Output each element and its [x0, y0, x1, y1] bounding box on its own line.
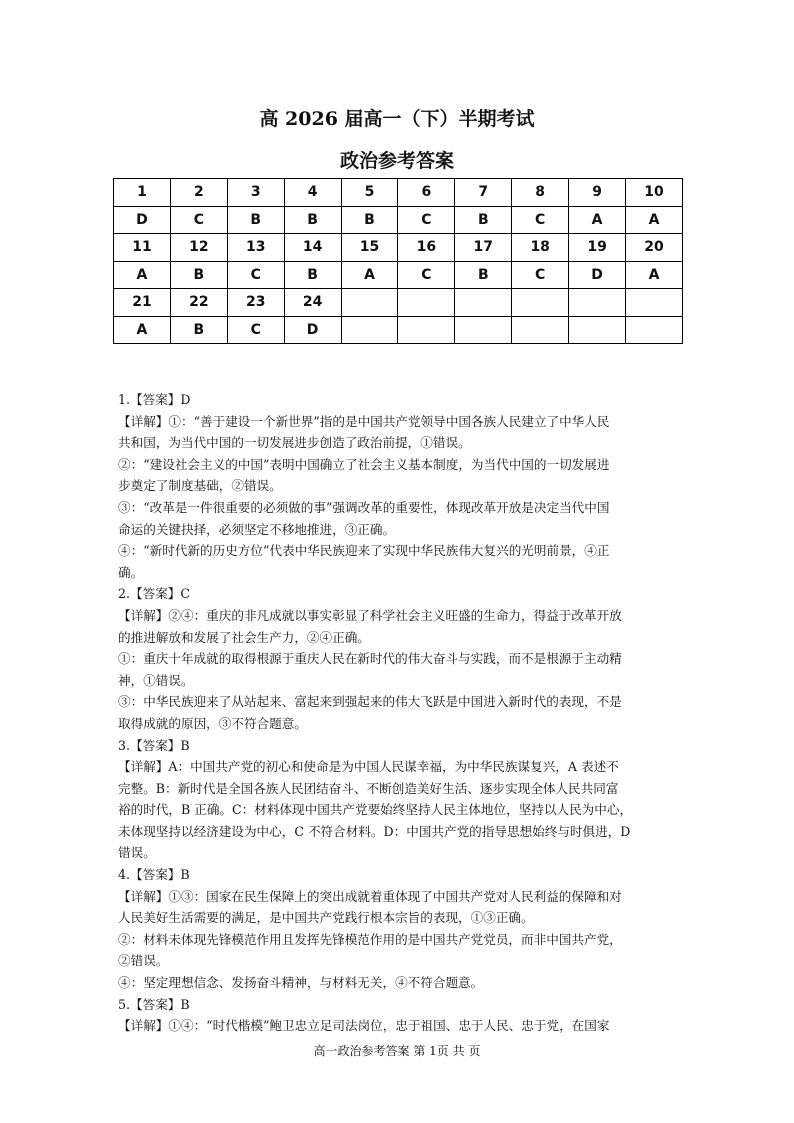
answer-table [113, 178, 683, 344]
question-number-cell: 20 [626, 234, 683, 262]
question-number-cell: 14 [284, 234, 341, 262]
text-line: 【详解】①③：国家在民生保障上的突出成就着重体现了中国共产党对人民利益的保障和对 [118, 888, 622, 904]
text-line: ④：坚定理想信念、发扬奋斗精神，与材料无关，④不符合题意。 [118, 975, 484, 991]
question-number-cell: 21 [114, 289, 171, 317]
table-row [114, 206, 683, 234]
question-number-cell [626, 289, 683, 317]
answer-cell: A [626, 261, 683, 289]
answer-cell [455, 316, 512, 344]
text-line: 5.【答案】B [118, 996, 190, 1012]
answer-cell: C [227, 261, 284, 289]
question-number-cell: 16 [398, 234, 455, 262]
exam-subtitle: 政治参考答案 [339, 150, 454, 172]
answer-cell: A [114, 316, 171, 344]
answer-cell: C [512, 206, 569, 234]
answer-cell: D [284, 316, 341, 344]
answer-cell: B [170, 316, 227, 344]
question-number-cell: 10 [626, 179, 683, 207]
answer-cell: A [569, 206, 626, 234]
question-number-cell [341, 289, 398, 317]
question-number-cell: 8 [512, 179, 569, 207]
answer-cell: B [170, 261, 227, 289]
question-number-cell: 22 [170, 289, 227, 317]
answer-cell: C [512, 261, 569, 289]
text-line: 神，①错误。 [118, 672, 194, 688]
table-row [114, 289, 683, 317]
question-number-cell: 17 [455, 234, 512, 262]
text-line: 4.【答案】B [118, 867, 190, 883]
question-number-cell: 18 [512, 234, 569, 262]
answer-cell: B [284, 261, 341, 289]
answer-cell: B [227, 206, 284, 234]
text-line: 错误。 [118, 845, 156, 861]
text-line: 步奠定了制度基础，②错误。 [118, 478, 282, 494]
text-line: 【详解】A：中国共产党的初心和使命是为中国人民谋幸福，为中华民族谋复兴，A 表述不 [118, 759, 619, 775]
text-line: 【详解】①：“善于建设一个新世界”指的是中国共产党领导中国各族人民建立了中华人民 [118, 413, 610, 429]
answer-cell: C [398, 261, 455, 289]
text-line: 未体现坚持以经济建设为中心，C 不符合材料。D：中国共产党的指导思想始终与时俱进，D [118, 823, 631, 839]
question-number-cell: 23 [227, 289, 284, 317]
answer-cell [569, 316, 626, 344]
question-number-cell: 24 [284, 289, 341, 317]
question-number-cell: 3 [227, 179, 284, 207]
answer-cell: B [341, 206, 398, 234]
text-line: 2.【答案】C [118, 586, 191, 602]
answer-cell: B [455, 206, 512, 234]
question-number-cell: 9 [569, 179, 626, 207]
question-number-cell [455, 289, 512, 317]
text-line: 裕的时代，B 正确。C：材料体现中国共产党要始终坚持人民主体地位，坚持以人民为中心， [118, 802, 633, 818]
answer-cell: D [114, 206, 171, 234]
answer-cell: D [569, 261, 626, 289]
answer-cell: B [455, 261, 512, 289]
text-line: 共和国，为当代中国的一切发展进步创造了政治前提，①错误。 [118, 435, 471, 451]
explanations [118, 389, 688, 1037]
question-number-cell: 2 [170, 179, 227, 207]
question-number-cell: 7 [455, 179, 512, 207]
question-number-cell [569, 289, 626, 317]
question-number-cell: 5 [341, 179, 398, 207]
text-line: 完整。B：新时代是全国各族人民团结奋斗、不断创造美好生活、逐步实现全体人民共同富 [118, 780, 619, 796]
answer-cell [341, 316, 398, 344]
text-line: ②：材料未体现先锋模范作用且发挥先锋模范作用的是中国共产党党员，而非中国共产党， [118, 931, 622, 947]
table-row [114, 234, 683, 262]
text-line: 【详解】①④：“时代楷模”鲍卫忠立足司法岗位，忠于祖国、忠于人民、忠于党，在国家 [118, 1018, 610, 1034]
text-line: ④：“新时代新的历史方位”代表中华民族迎来了实现中华民族伟大复兴的光明前景，④正 [118, 543, 610, 559]
answer-cell: A [341, 261, 398, 289]
text-line: ②错误。 [118, 953, 169, 969]
question-number-cell: 11 [114, 234, 171, 262]
table-row [114, 261, 683, 289]
text-line: ③：“改革是一件很重要的必须做的事”强调改革的重要性，体现改革开放是决定当代中国 [118, 499, 610, 515]
question-number-cell [398, 289, 455, 317]
question-number-cell: 19 [569, 234, 626, 262]
question-number-cell: 15 [341, 234, 398, 262]
question-number-cell: 13 [227, 234, 284, 262]
answer-cell: A [626, 206, 683, 234]
text-line: 的推进解放和发展了社会生产力，②④正确。 [118, 629, 370, 645]
text-line: ③：中华民族迎来了从站起来、富起来到强起来的伟大飞跃是中国进入新时代的表现，不是 [118, 694, 622, 710]
answer-cell [398, 316, 455, 344]
question-number-cell: 12 [170, 234, 227, 262]
text-line: 1.【答案】D [118, 392, 191, 407]
question-number-cell: 4 [284, 179, 341, 207]
answer-cell: C [227, 316, 284, 344]
answer-cell: B [284, 206, 341, 234]
text-line: 确。 [118, 564, 144, 580]
answer-cell: A [114, 261, 171, 289]
text-line: 命运的关键抉择，必须坚定不移地推进，③正确。 [118, 521, 396, 537]
text-line: ①：重庆十年成就的取得根源于重庆人民在新时代的伟大奋斗与实践，而不是根源于主动精 [118, 651, 622, 667]
text-line: 【详解】②④：重庆的非凡成就以事实彰显了科学社会主义旺盛的生命力，得益于改革开放 [118, 607, 622, 623]
answer-cell: C [398, 206, 455, 234]
exam-title: 高 2026 届高一（下）半期考试 [259, 108, 535, 130]
question-number-cell [512, 289, 569, 317]
table-row [114, 179, 683, 207]
text-line: 取得成就的原因，③不符合题意。 [118, 715, 307, 731]
page-footer: 高一政治参考答案 第 1页 共 页 [313, 1044, 481, 1058]
answer-cell [512, 316, 569, 344]
text-line: 人民美好生活需要的满足，是中国共产党践行根本宗旨的表现，①③正确。 [118, 910, 534, 926]
answer-cell [626, 316, 683, 344]
table-row [114, 316, 683, 344]
text-line: ②：“建设社会主义的中国”表明中国确立了社会主义基本制度，为当代中国的一切发展进 [118, 456, 610, 472]
question-number-cell: 6 [398, 179, 455, 207]
answer-cell: C [170, 206, 227, 234]
question-number-cell: 1 [114, 179, 171, 207]
text-line: 3.【答案】B [118, 737, 190, 753]
